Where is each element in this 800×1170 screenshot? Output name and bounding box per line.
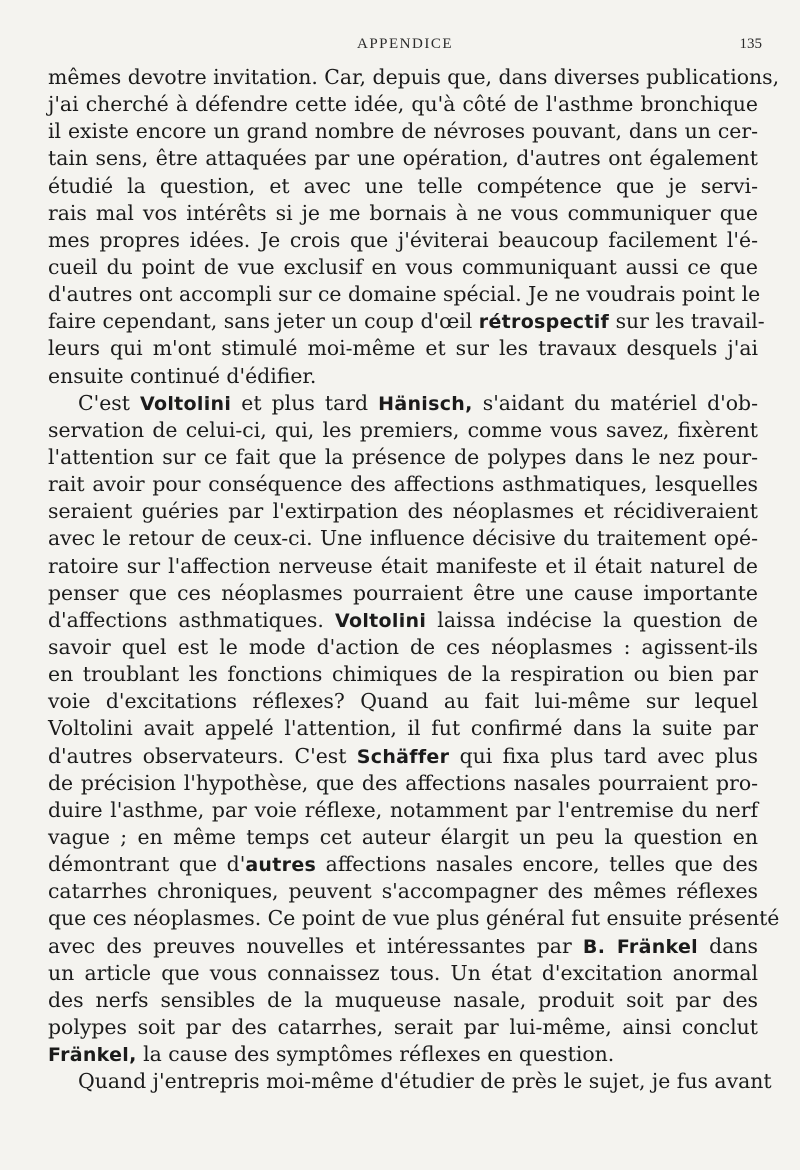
text-run: faire cependant, sans jeter un coup d'œil <box>48 309 479 334</box>
text-line <box>48 770 758 797</box>
text-line <box>48 145 758 172</box>
text-line <box>48 471 758 498</box>
text-line <box>48 743 758 770</box>
paragraph <box>48 1068 772 1095</box>
bold-name: autres <box>245 854 317 877</box>
text-line <box>48 417 758 444</box>
text-run: servation de celui-ci, qui, les premiers, comme vous savez, fixèrent <box>48 417 758 442</box>
text-run: affections nasales encore, telles que des <box>316 852 758 877</box>
text-run: un article que vous connaissez tous. Un état d'excitation anormal <box>48 960 758 985</box>
text-run: voie d'excitations réflexes? Quand au fait lui-même sur lequel <box>48 689 758 714</box>
text-line <box>48 797 758 824</box>
text-line <box>48 1014 758 1041</box>
text-line <box>48 64 780 91</box>
text-line <box>48 227 758 254</box>
text-run: des nerfs sensibles de la muqueuse nasale, produit soit par des <box>48 987 758 1012</box>
text-line <box>48 607 758 634</box>
text-line <box>48 715 758 742</box>
text-line <box>48 905 780 932</box>
text-line <box>48 851 758 878</box>
body-text <box>48 64 780 1095</box>
text-line <box>48 960 758 987</box>
text-run: d'autres ont accompli sur ce domaine spécial. Je ne voudrais point le <box>48 282 761 307</box>
bold-name: B. Fränkel <box>582 935 698 958</box>
bold-name: Voltolini <box>335 609 427 632</box>
text-line <box>48 933 758 960</box>
page-number: 135 <box>739 36 762 52</box>
text-line <box>48 200 758 227</box>
text-line <box>48 173 758 200</box>
text-run: rais mal vos intérêts si je me bornais à ne vous communiquer que <box>48 200 758 225</box>
text-line <box>48 987 758 1014</box>
text-line <box>48 281 761 308</box>
bold-name: rétrospectif <box>478 311 610 334</box>
text-run: Quand j'entrepris moi-même d'étudier de près le sujet, je fus avant <box>78 1069 772 1094</box>
text-run: tain sens, être attaquées par une opération, d'autres ont également <box>48 146 758 171</box>
text-run: j'ai cherché à défendre cette idée, qu'à côté de l'asthme bronchique <box>48 92 758 117</box>
text-run: Voltolini avait appelé l'attention, il fut confirmé dans la suite par <box>48 716 758 741</box>
text-run: rait avoir pour conséquence des affections asthmatiques, lesquelles <box>48 472 758 497</box>
text-run: d'autres observateurs. C'est <box>48 743 357 768</box>
text-run: avec des preuves nouvelles et intéressantes par <box>48 933 583 958</box>
text-run: il existe encore un grand nombre de névroses pouvant, dans un cer- <box>48 119 758 144</box>
text-run: leurs qui m'ont stimulé moi-même et sur les travaux desquels j'ai <box>48 336 758 361</box>
text-line <box>48 634 758 661</box>
text-run: la cause des symptômes réflexes en question. <box>136 1042 615 1067</box>
text-run: seraient guéries par l'extirpation des néoplasmes et récidiveraient <box>48 499 758 524</box>
text-run: ratoire sur l'affection nerveuse était manifeste et il était naturel de <box>48 553 758 578</box>
text-run: de précision l'hypothèse, que des affections nasales pourraient pro- <box>48 770 758 795</box>
text-line <box>48 390 758 417</box>
text-line <box>48 878 758 905</box>
text-run: laissa indécise la question de <box>426 607 759 632</box>
paragraph <box>48 390 780 1069</box>
text-run: vague ; en même temps cet auteur élargit un peu la question en <box>48 824 758 849</box>
page-header <box>48 36 762 60</box>
text-run: catarrhes chroniques, peuvent s'accompagner des mêmes réflexes <box>48 879 758 904</box>
paragraph <box>48 64 780 390</box>
text-run: ensuite continué d'édifier. <box>48 363 317 388</box>
text-line <box>48 553 758 580</box>
text-line <box>48 1068 772 1095</box>
bold-name: Hänisch, <box>378 392 473 415</box>
text-line <box>48 91 758 118</box>
text-line <box>48 661 758 688</box>
bold-name: Voltolini <box>140 392 232 415</box>
text-line <box>48 308 765 335</box>
text-run: sur les travail- <box>609 309 765 334</box>
text-run: duire l'asthme, par voie réflexe, notamment par l'entremise du nerf <box>48 797 758 822</box>
text-run: savoir quel est le mode d'action de ces néoplasmes : agissent-ils <box>48 634 758 659</box>
text-line <box>48 444 758 471</box>
text-line <box>48 580 758 607</box>
text-line <box>48 363 758 390</box>
bold-name: Schäffer <box>356 745 450 768</box>
text-run: en troublant les fonctions chimiques de la respiration ou bien par <box>48 662 758 687</box>
text-line <box>48 525 758 552</box>
text-run: d'affections asthmatiques. <box>48 607 336 632</box>
text-run: dans <box>697 933 758 958</box>
text-line <box>48 498 758 525</box>
text-run: mes propres idées. Je crois que j'éviterai beaucoup facilement l'é- <box>48 227 758 252</box>
text-line <box>48 688 758 715</box>
text-run: cueil du point de vue exclusif en vous communiquant aussi ce que <box>48 254 758 279</box>
text-run: mêmes devotre invitation. Car, depuis que, dans diverses publications, <box>48 65 780 89</box>
text-run: l'attention sur ce fait que la présence de polypes dans le nez pour- <box>48 444 758 469</box>
text-run: avec le retour de ceux-ci. Une influence décisive du traitement opé- <box>48 526 758 551</box>
text-run: C'est <box>78 390 141 415</box>
text-run: et plus tard <box>231 390 379 415</box>
text-run: s'aidant du matériel d'ob- <box>472 390 758 415</box>
bold-name: Fränkel, <box>48 1044 137 1067</box>
text-run: démontrant que d' <box>48 852 246 877</box>
text-run: penser que ces néoplasmes pourraient être une cause importante <box>48 580 758 605</box>
text-line <box>48 118 758 145</box>
text-run: polypes soit par des catarrhes, serait par lui-même, ainsi conclut <box>48 1014 758 1039</box>
text-run: étudié la question, et avec une telle compétence que je servi- <box>48 173 758 198</box>
running-title: APPENDICE <box>356 36 453 52</box>
text-line <box>48 1041 758 1068</box>
text-line <box>48 254 758 281</box>
text-line <box>48 824 758 851</box>
text-run: qui fixa plus tard avec plus <box>449 743 758 768</box>
text-run: que ces néoplasmes. Ce point de vue plus général fut ensuite présenté <box>48 906 780 931</box>
text-line <box>48 335 758 362</box>
